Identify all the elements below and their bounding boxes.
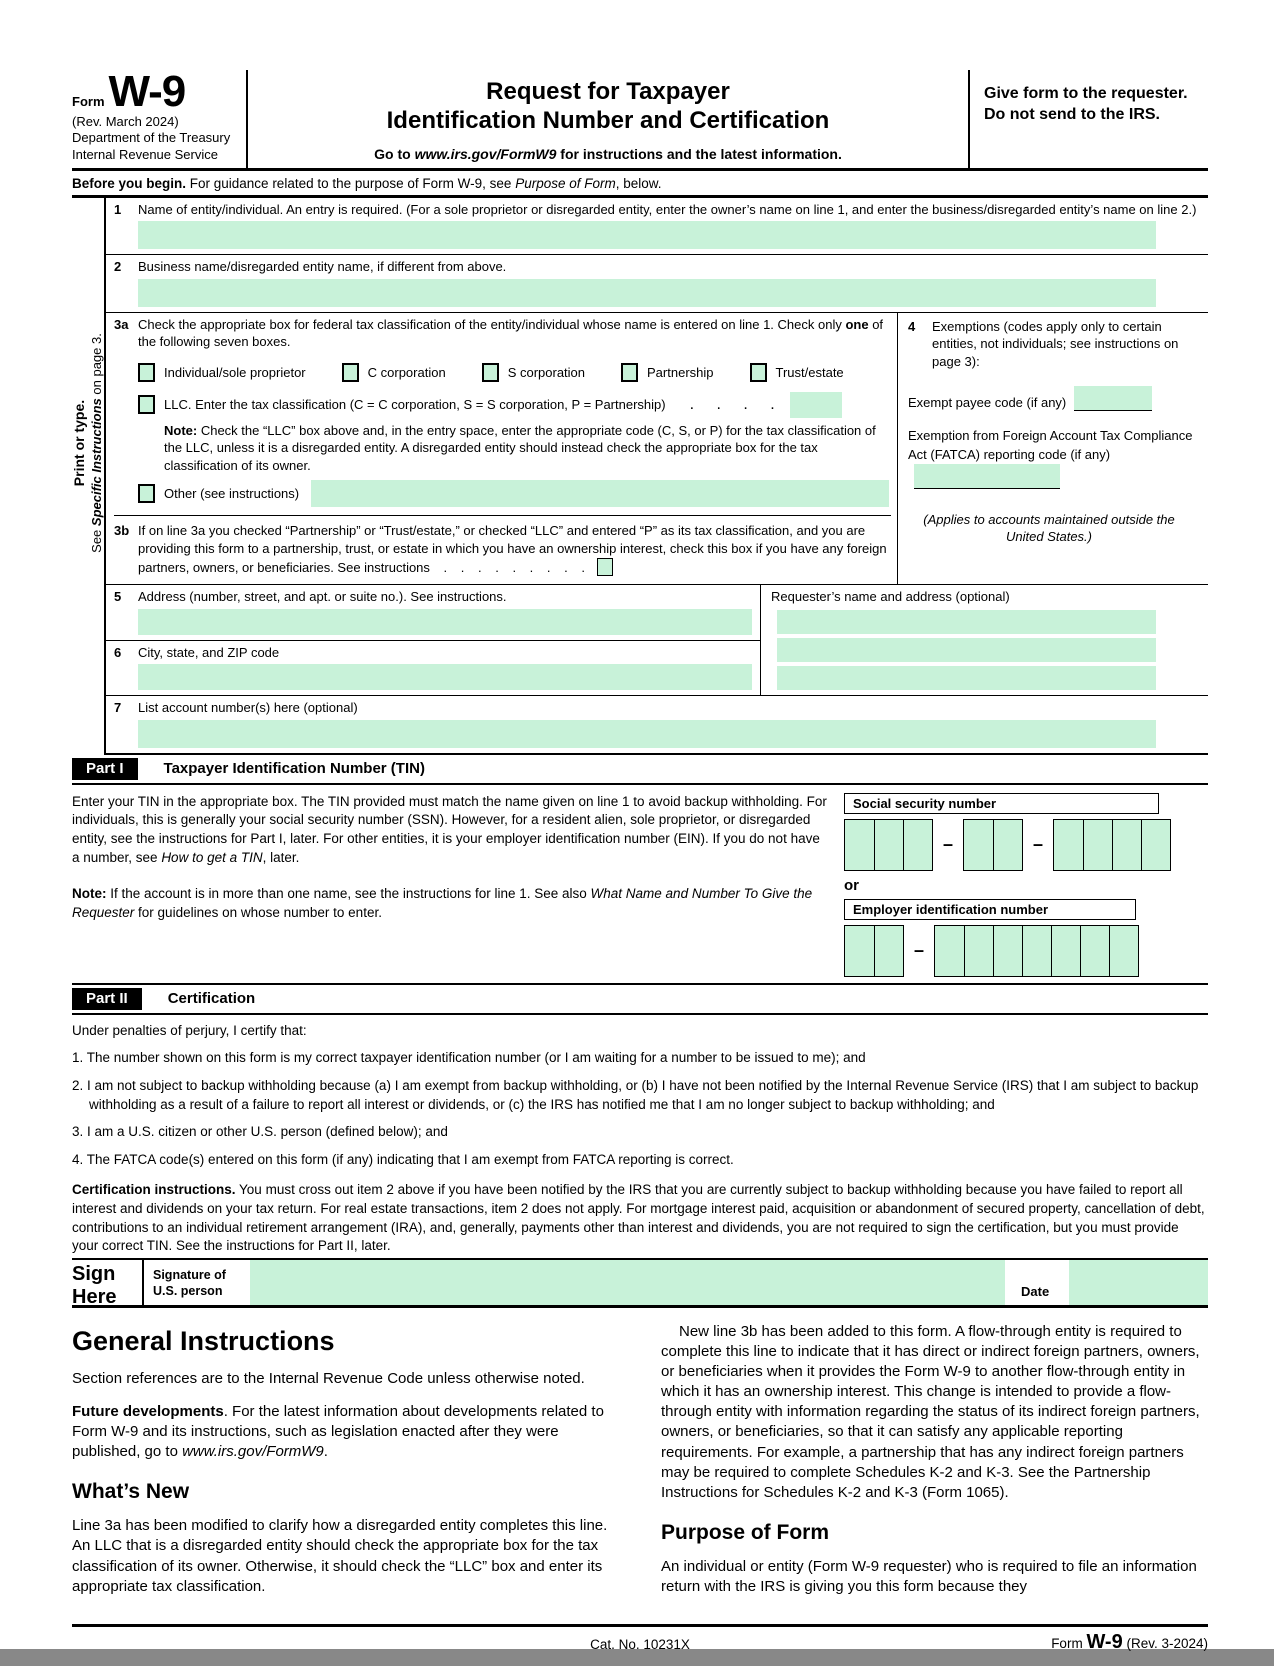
line3-block [106, 313, 1208, 585]
purpose-of-form-ref: Purpose of Form [515, 175, 616, 191]
line3-left-column [106, 313, 898, 584]
whats-new-paragraph: Line 3a has been modified to clarify how a disregarded entity completes this line. An LLC that is a disregarded entity should check the appropriate box for the tax classification of its owner. Otherwise, it should check the “LLC” box and enter its appropriate tax classification. [72, 1517, 608, 1595]
line3b-label [138, 522, 891, 576]
line3a-label [138, 316, 891, 351]
part2-body [72, 1015, 1208, 1258]
future-developments-bold: Future developments [72, 1403, 224, 1421]
line7-number: 7 [114, 700, 122, 716]
purpose-of-form-heading: Purpose of Form [661, 1520, 830, 1544]
ssn-group-1 [844, 819, 933, 871]
label-individual-sole-proprietor: Individual/sole proprietor [164, 364, 306, 380]
department-label: Department of the Treasury [72, 129, 231, 145]
form-header [72, 67, 1208, 171]
ein-digit-box[interactable] [874, 926, 903, 976]
other-input[interactable] [311, 480, 889, 507]
certification-item-4: 4. The FATCA code(s) entered on this form (if any) indicating that I am exempt from FATCA reporting is correct. [72, 1151, 734, 1167]
exempt-payee-row [908, 386, 1208, 411]
sidebar-specific-instructions: Specific Instructions [88, 397, 104, 526]
line3a-one-bold: one [845, 316, 869, 332]
llc-note-text: Check the “LLC” box above and, in the entry space, enter the appropriate code (C, S, or P) for the tax classification of the LLC, unless it is a disregarded entity. A disregarded entity should instead check the appropriate box for the tax classification of its owner. [164, 422, 876, 473]
form-fields-area [106, 198, 1208, 755]
line5-row [106, 585, 760, 641]
ein-group-2 [934, 925, 1139, 977]
line3b-dot-leader: . . . . . . . . . [443, 559, 585, 575]
tax-classification-options [138, 363, 891, 382]
ein-digit-box[interactable] [845, 926, 874, 976]
catalog-number: Cat. No. 10231X [590, 1636, 690, 1652]
option-c-corporation [342, 363, 446, 382]
line3b-section [114, 516, 891, 584]
line4-row [908, 318, 1208, 371]
requester-address2-input[interactable] [777, 666, 1156, 690]
line5-label: Address (number, street, and apt. or suite no.). See instructions. [138, 589, 507, 605]
instructions-left-column [72, 1322, 619, 1610]
form-body [72, 198, 1208, 755]
form-word-label: Form [72, 94, 105, 109]
ein-group-1 [844, 925, 904, 977]
purpose-of-form-paragraph: An individual or entity (Form W-9 requester) who is required to file an information return with the IRS is giving you this form because they [661, 1557, 1197, 1595]
line3a-number: 3a [114, 316, 129, 332]
ein-dash: – [914, 940, 925, 961]
signature-of-line2: U.S. person [153, 1284, 223, 1299]
ein-digit-box[interactable] [1022, 926, 1051, 976]
checkbox-llc[interactable] [138, 395, 155, 414]
line4-column [898, 313, 1208, 584]
line7-label: List account number(s) here (optional) [138, 700, 358, 716]
certification-item-3: 3. I am a U.S. citizen or other U.S. person (defined below); and [72, 1124, 448, 1140]
section-references-paragraph: Section references are to the Internal Revenue Code unless otherwise noted. [72, 1369, 585, 1387]
business-name-input[interactable] [138, 279, 1156, 307]
future-developments-post: . [323, 1443, 328, 1461]
agency-label: Internal Revenue Service [72, 146, 218, 162]
line6-label: City, state, and ZIP code [138, 644, 280, 660]
line3b-number: 3b [114, 523, 130, 539]
part1-body [72, 785, 1208, 983]
fatca-row [908, 427, 1208, 488]
ein-digit-box[interactable] [1051, 926, 1080, 976]
option-s-corporation [482, 363, 585, 382]
future-developments-paragraph [72, 1402, 619, 1462]
ein-digit-box[interactable] [1080, 926, 1109, 976]
page-footer [72, 1624, 1208, 1666]
before-begin-end: , below. [615, 175, 662, 191]
certification-intro: Under penalties of perjury, I certify that: [72, 1022, 307, 1038]
certification-item-2: 2. I am not subject to backup withholding because (a) I am exempt from backup withholding, or (b) I have not been notified by the Internal Revenue Service (IRS) that I am subject to backup withholding as a result of a failure to report all interest or dividends, or (c) the IRS has notified me that I am no longer subject to backup withholding; and [72, 1077, 1199, 1112]
llc-dot-leader: . . . . [689, 395, 776, 413]
part2-header [72, 983, 1208, 1015]
ssn-dash: – [943, 834, 954, 855]
line3a-text-post: of the following seven boxes. [138, 316, 884, 350]
line3a-section [114, 316, 891, 517]
address-left-column [106, 585, 761, 695]
checkbox-trust-estate[interactable] [750, 363, 767, 382]
date-input[interactable] [1069, 1260, 1208, 1305]
requester-address-input[interactable] [777, 638, 1156, 662]
label-partnership: Partnership [647, 364, 714, 380]
ssn-group-3 [1053, 819, 1171, 871]
certification-instructions-bold: Certification instructions. [72, 1182, 236, 1198]
print-or-type-label: Print or type. [71, 399, 88, 486]
line5-number: 5 [114, 589, 122, 605]
ssn-digit-box[interactable] [1112, 820, 1141, 870]
label-c-corporation: C corporation [367, 364, 446, 380]
certification-item-1: 1. The number shown on this form is my correct taxpayer identification number (or I am waiting for a number to be issued to me); and [72, 1050, 866, 1066]
line6-row [106, 641, 760, 691]
what-name-ref: What Name and Number To Give the Requester [72, 886, 813, 920]
ein-digit-box[interactable] [993, 926, 1022, 976]
ssn-digit-box[interactable] [903, 820, 932, 870]
before-you-begin-note [72, 171, 1208, 198]
signature-of-label [142, 1260, 250, 1305]
sign-here-label [72, 1260, 142, 1308]
requester-column [761, 585, 1208, 695]
ssn-digit-box[interactable] [964, 820, 993, 870]
name-input[interactable] [138, 221, 1156, 249]
goto-pre-text: Go to [374, 145, 415, 162]
ein-digit-box[interactable] [1109, 926, 1138, 976]
form-number: W-9 [108, 67, 186, 116]
tin-instructions-paragraph [72, 793, 830, 868]
line1-row [106, 198, 1208, 256]
line6-number: 6 [114, 644, 122, 660]
line4-number: 4 [908, 318, 916, 334]
form-footer-number: W-9 [1086, 1630, 1123, 1653]
tin-para-post: , later. [262, 849, 300, 865]
give-form-note: Give form to the requester. Do not send to the IRS. [968, 70, 1208, 168]
or-label: or [844, 876, 859, 894]
irs-url-italic: www.irs.gov/FormW9 [182, 1443, 324, 1461]
checkbox-s-corporation[interactable] [482, 363, 499, 382]
fatca-code-input[interactable] [914, 464, 1060, 489]
city-state-zip-input[interactable] [138, 664, 752, 690]
line7-row [106, 696, 1208, 755]
form-title-block [248, 70, 968, 168]
general-instructions-section [72, 1308, 1208, 1610]
form-identity-block [72, 67, 248, 168]
line4-label: Exemptions (codes apply only to certain entities, not individuals; see instructions on page 3): [932, 318, 1179, 369]
general-instructions-heading: General Instructions [72, 1325, 335, 1356]
llc-classification-input[interactable] [790, 392, 842, 418]
ssn-group-2 [963, 819, 1023, 871]
label-trust-estate: Trust/estate [775, 364, 844, 380]
tin-boxes-column [830, 793, 1208, 977]
form-footer-id [1051, 1631, 1208, 1654]
exempt-payee-code-input[interactable] [1074, 386, 1152, 411]
label-s-corporation: S corporation [507, 364, 586, 380]
requester-label: Requester’s name and address (optional) [771, 589, 1010, 605]
ssn-digit-box[interactable] [993, 820, 1022, 870]
part1-header [72, 755, 1208, 785]
line2-label: Business name/disregarded entity name, if different from above. [138, 259, 507, 275]
requester-name-input[interactable] [777, 610, 1156, 634]
ein-label: Employer identification number [844, 899, 1136, 920]
ssn-boxes [844, 819, 1208, 871]
certification-instructions-text: You must cross out item 2 above if you have been notified by the IRS that you are currently subject to backup withholding because you have failed to report all interest and dividends on your tax return. For real estate transactions, item 2 does not apply. For mortgage interest paid, acquisition or abandonment of secured property, cancellation of debt, contributions to an individual retirement arrangement (IRA), and, generally, payments other than interest and dividends, you are not required to sign the certification, but you must provide your correct TIN. See the instructions for Part II, later. [72, 1182, 1205, 1254]
ssn-digit-box[interactable] [874, 820, 903, 870]
before-begin-mid: For guidance related to the purpose of Form W-9, see [186, 175, 516, 191]
form-title-line1: Request for Taxpayer [486, 78, 730, 105]
ein-digit-box[interactable] [935, 926, 964, 976]
tin-note-mid: If the account is in more than one name, see the instructions for line 1. See also [106, 886, 591, 902]
line2-number: 2 [114, 259, 122, 275]
instructions-right-column [661, 1322, 1208, 1610]
form-title-line2: Identification Number and Certification [386, 106, 830, 134]
signature-input[interactable] [250, 1260, 1005, 1305]
before-begin-bold: Before you begin. [72, 175, 187, 191]
checkbox-partnership[interactable] [621, 363, 638, 382]
form-footer-pre: Form [1051, 1635, 1087, 1651]
option-trust-estate [750, 363, 844, 382]
llc-note [164, 422, 891, 475]
part1-title: Taxpayer Identification Number (TIN) [163, 760, 425, 778]
address-block [106, 585, 1208, 696]
ssn-dash: – [1033, 834, 1044, 855]
fatca-label: Exemption from Foreign Account Tax Compliance Act (FATCA) reporting code (if any) [908, 428, 1193, 462]
certification-instructions [72, 1181, 1208, 1256]
print-or-type-sidebar [72, 198, 106, 755]
ssn-digit-box[interactable] [1083, 820, 1112, 870]
tin-note-bold: Note: [72, 886, 107, 902]
account-numbers-input[interactable] [138, 720, 1156, 748]
exempt-payee-label: Exempt payee code (if any) [908, 394, 1067, 410]
tin-note-paragraph [72, 885, 830, 922]
ssn-digit-box[interactable] [1141, 820, 1170, 870]
form-number-line [72, 67, 238, 116]
checkbox-individual-sole-proprietor[interactable] [138, 363, 155, 382]
see-instructions-label [89, 208, 105, 678]
option-partnership [621, 363, 713, 382]
whats-new-heading: What’s New [72, 1480, 190, 1504]
ein-digit-box[interactable] [964, 926, 993, 976]
line3a-text-pre: Check the appropriate box for federal tax classification of the entity/individual whose name is entered on line 1. Check only [138, 316, 846, 332]
checkbox-foreign-partners[interactable] [597, 558, 613, 576]
date-label: Date [1021, 1283, 1050, 1299]
line2-row [106, 255, 1208, 313]
sign-here-row [72, 1258, 1208, 1308]
sidebar-rotated-text [71, 208, 105, 678]
signature-of-line1: Signature of [153, 1267, 226, 1282]
here-word: Here [72, 1285, 117, 1308]
llc-option-row [138, 392, 891, 418]
label-other: Other (see instructions) [164, 486, 300, 502]
goto-post-text: for instructions and the latest information. [556, 145, 842, 162]
llc-note-bold: Note: [164, 422, 198, 438]
irs-url-link[interactable]: www.irs.gov/FormW9 [414, 145, 557, 162]
label-llc: LLC. Enter the tax classification (C = C corporation, S = S corporation, P = Partnership) [164, 397, 666, 413]
option-individual [138, 363, 306, 382]
checkbox-other[interactable] [138, 484, 155, 503]
applies-outside-us-note: (Applies to accounts maintained outside the United States.) [923, 511, 1175, 545]
part2-badge: Part II [72, 988, 142, 1010]
part1-badge: Part I [72, 758, 138, 780]
how-to-get-tin-ref: How to get a TIN [161, 849, 263, 865]
line1-number: 1 [114, 201, 122, 217]
address-input[interactable] [138, 609, 752, 635]
part2-title: Certification [167, 990, 256, 1008]
ssn-digit-box[interactable] [1054, 820, 1083, 870]
line3b-text: If on line 3a you checked “Partnership” or “Trust/estate,” or checked “LLC” and entered “P” as its tax classification, and you are providing this form to a partnership, trust, or estate in which you have an ownership interest, check this box if you have any foreign partners, owners, or beneficiaries. See instructions [138, 523, 887, 575]
ein-boxes [844, 925, 1208, 977]
sidebar-page3: on page 3. [88, 332, 104, 398]
ssn-label: Social security number [844, 793, 1159, 814]
part1-text-column [72, 793, 830, 977]
sidebar-see: See [88, 525, 104, 553]
other-option-row [138, 480, 891, 507]
tin-note-post: for guidelines on whose number to enter. [134, 904, 382, 920]
sign-word: Sign [72, 1262, 116, 1285]
line1-label: Name of entity/individual. An entry is required. (For a sole proprietor or disregarded entity, enter the owner’s name on line 1, and enter the business/disregarded entity’s name on line 2.) [138, 201, 1197, 217]
tin-para-pre: Enter your TIN in the appropriate box. The TIN provided must match the name given on line 1 to avoid backup withholding. For individuals, this is generally your social security number (SSN). However, for a resident alien, sole proprietor, or disregarded entity, see the instructions for Part I, later. For other entities, it is your employer identification number (EIN). If you do not have a number, see [72, 793, 827, 865]
form-footer-rev: (Rev. 3-2024) [1122, 1635, 1208, 1651]
future-developments-mid: . For the latest information about developments related to Form W-9 and its instructions, such as legislation enacted after they were published, go to [72, 1403, 604, 1461]
ssn-digit-box[interactable] [845, 820, 874, 870]
checkbox-c-corporation[interactable] [342, 363, 359, 382]
new-line3b-paragraph: New line 3b has been added to this form. A flow-through entity is required to complete this line to indicate that it has direct or indirect foreign partners, owners, or beneficiaries when it provides the Form W-9 to another flow-through entity in which it has an ownership interest. This change is intended to provide a flow-through entity with information regarding the status of its indirect foreign partners, owners, or beneficiaries, so that it can satisfy any applicable reporting requirements. For example, a partnership that has any indirect foreign partners may be required to complete Schedules K-2 and K-3. See the Partnership Instructions for Schedules K-2 and K-3 (Form 1065). [661, 1322, 1200, 1501]
goto-instructions-line [260, 146, 956, 162]
revision-date: (Rev. March 2024) [72, 113, 179, 129]
